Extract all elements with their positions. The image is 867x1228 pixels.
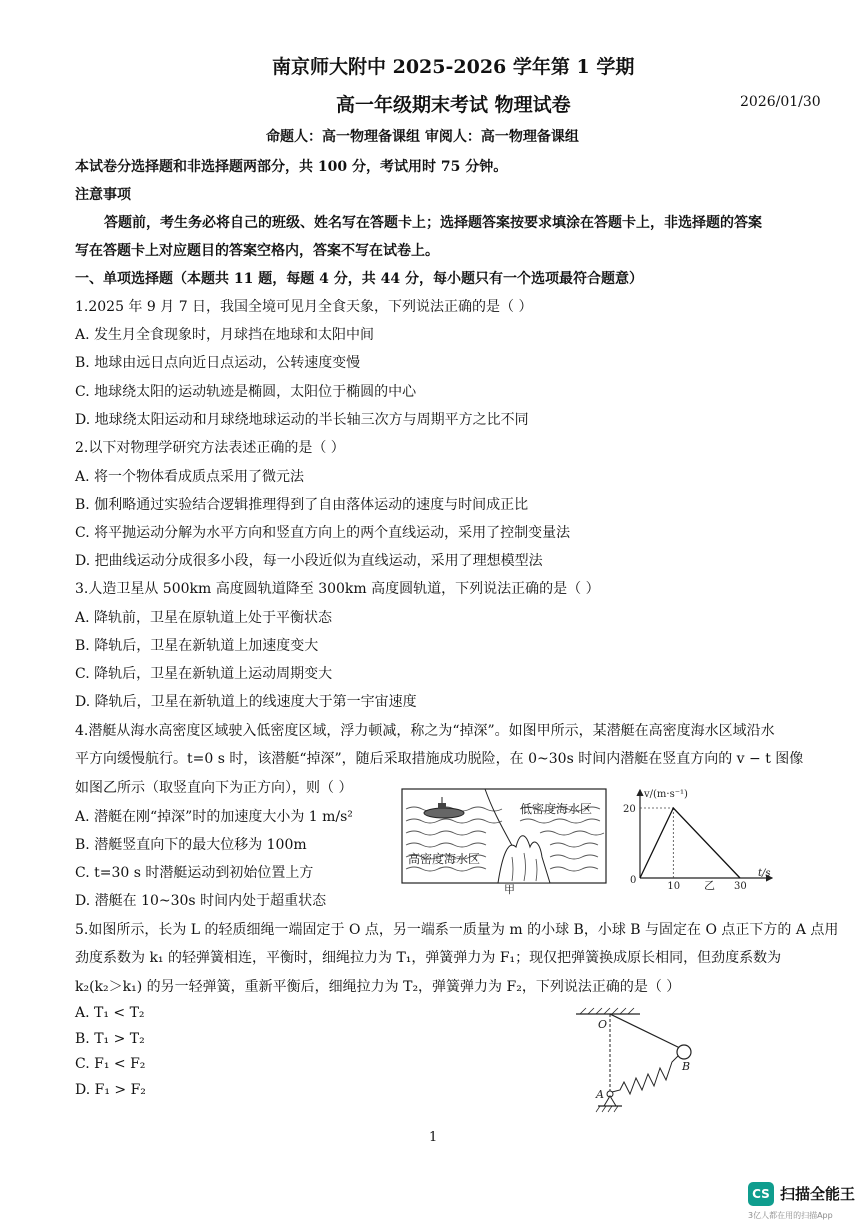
q5-option-b: B. T₁ > T₂ [75,1031,145,1047]
rope-line [610,1014,684,1050]
scanner-app-name: 扫描全能王 [780,1185,856,1203]
notice-line-1: 答题前，考生务必将自己的班级、姓名写在答题卡上；选择题答案按要求填涂在答题卡上，非选择题的答案 [104,215,762,231]
school-term-title: 南京师大附中 2025-2026 学年第 1 学期 [272,56,635,78]
figure-submarine [400,787,612,895]
q1-stem: 1.2025 年 9 月 7 日，我国全境可见月全食天象，下列说法正确的是（ ） [75,299,533,315]
exam-date: 2026/01/30 [740,94,821,110]
q2-option-a: A. 将一个物体看成质点采用了微元法 [75,469,305,485]
q4-option-c: C. t=30 s 时潜艇运动到初始位置上方 [75,865,314,881]
velocity-series-line [640,808,740,878]
q2-option-b: B. 伽利略通过实验结合逻辑推理得到了自由落体运动的速度与时间成正比 [75,497,529,513]
q5-option-c: C. F₁ < F₂ [75,1056,146,1072]
q4-stem-3: 如图乙所示（取竖直向下为正方向），则（ ） [75,780,353,796]
figure-vt-chart [622,786,782,894]
submarine-diagram [400,787,612,895]
q2-option-c: C. 将平抛运动分解为水平方向和竖直方向上的两个直线运动，采用了控制变量法 [75,525,571,541]
notice-title: 注意事项 [75,187,131,203]
section-title: 一、单项选择题（本题共 11 题，每题 4 分，共 44 分，每小题只有一个选项最符合题意） [75,271,643,287]
q4-option-b: B. 潜艇竖直向下的最大位移为 100m [75,837,307,853]
cs-logo-icon: CS [748,1182,774,1206]
x-tick-10: 10 [667,881,681,892]
scanner-tagline: 3亿人都在用的扫描App [748,1211,833,1220]
q3-option-a: A. 降轨前，卫星在原轨道上处于平衡状态 [75,610,333,626]
x-tick-30: 30 [734,881,747,892]
exam-title: 高一年级期末考试 物理试卷 [336,94,571,116]
q5-option-d: D. F₁ > F₂ [75,1082,146,1098]
q4-stem-2: 平方向缓慢航行。t=0 s 时，该潜艇“掉深”，随后采取措施成功脱险，在 0~30s 时间内潜艇在竖直方向的 v − t 图像 [75,751,804,767]
vt-chart-svg [622,786,782,894]
q5-option-a: A. T₁ < T₂ [75,1005,145,1021]
spring-coil [612,1056,678,1094]
y-tick-20: 20 [623,804,636,815]
point-a-label: A [596,1088,604,1101]
notice-line-2: 写在答题卡上对应题目的答案空格内，答案不写在试卷上。 [75,243,439,259]
q1-option-a: A. 发生月全食现象时，月球挡在地球和太阳中间 [75,327,375,343]
authors-line: 命题人：高一物理备课组 审阅人：高一物理备课组 [266,129,579,145]
high-density-label: 高密度海水区 [408,852,481,866]
figure-b-caption: 乙 [704,879,715,892]
q4-stem-1: 4.潜艇从海水高密度区域驶入低密度区域，浮力顿减，称之为“掉深”。如图甲所示，某潜艇在高密度海水区域沿水 [75,723,775,739]
point-o-label: O [598,1018,608,1031]
q2-option-d: D. 把曲线运动分成很多小段，每一小段近似为直线运动，采用了理想模型法 [75,553,543,569]
q5-stem-2: 劲度系数为 k₁ 的轻弹簧相连，平衡时，细绳拉力为 T₁，弹簧弹力为 F₁；现仅把弹簧换成原长相同，但劲度系数为 [75,950,782,966]
low-density-label: 低密度海水区 [520,802,593,816]
page-number: 1 [429,1130,438,1145]
q3-option-c: C. 降轨后，卫星在新轨道上运动周期变大 [75,666,333,682]
q5-stem-1: 5.如图所示，长为 L 的轻质细绳一端固定于 O 点，另一端系一质量为 m 的小球 B，小球 B 与固定在 O 点正下方的 A 点用 [75,922,839,938]
q3-stem: 3.人造卫星从 500km 高度圆轨道降至 300km 高度圆轨道，下列说法正确的是（ ） [75,581,600,597]
ball-b [677,1045,691,1059]
y-axis-label: v/(m·s⁻¹) [644,789,688,800]
spring-pendulum-diagram [568,1006,708,1114]
scanner-logo [748,1180,864,1222]
q1-option-c: C. 地球绕太阳的运动轨迹是椭圆，太阳位于椭圆的中心 [75,384,417,400]
q1-option-d: D. 地球绕太阳运动和月球绕地球运动的半长轴三次方与周期平方之比不同 [75,412,529,428]
q3-option-b: B. 降轨后，卫星在新轨道上加速度变大 [75,638,319,654]
q4-option-d: D. 潜艇在 10~30s 时间内处于超重状态 [75,893,327,909]
q1-option-b: B. 地球由远日点向近日点运动，公转速度变慢 [75,355,361,371]
intro-line: 本试卷分选择题和非选择题两部分，共 100 分，考试用时 75 分钟。 [75,159,508,175]
point-b-label: B [682,1060,691,1073]
q3-option-d: D. 降轨后，卫星在新轨道上的线速度大于第一宇宙速度 [75,694,417,710]
q2-stem: 2.以下对物理学研究方法表述正确的是（ ） [75,440,345,456]
origin-label: 0 [630,875,637,886]
x-axis-label: t/s [758,868,771,879]
q5-stem-3: k₂(k₂＞k₁) 的另一轻弹簧，重新平衡后，细绳拉力为 T₂，弹簧弹力为 F₂，下列说法正确的是（ ） [75,979,681,995]
figure-spring-pendulum [568,1006,708,1114]
figure-a-caption: 甲 [504,883,515,895]
q4-option-a: A. 潜艇在刚“掉深”时的加速度大小为 1 m/s² [75,809,353,825]
